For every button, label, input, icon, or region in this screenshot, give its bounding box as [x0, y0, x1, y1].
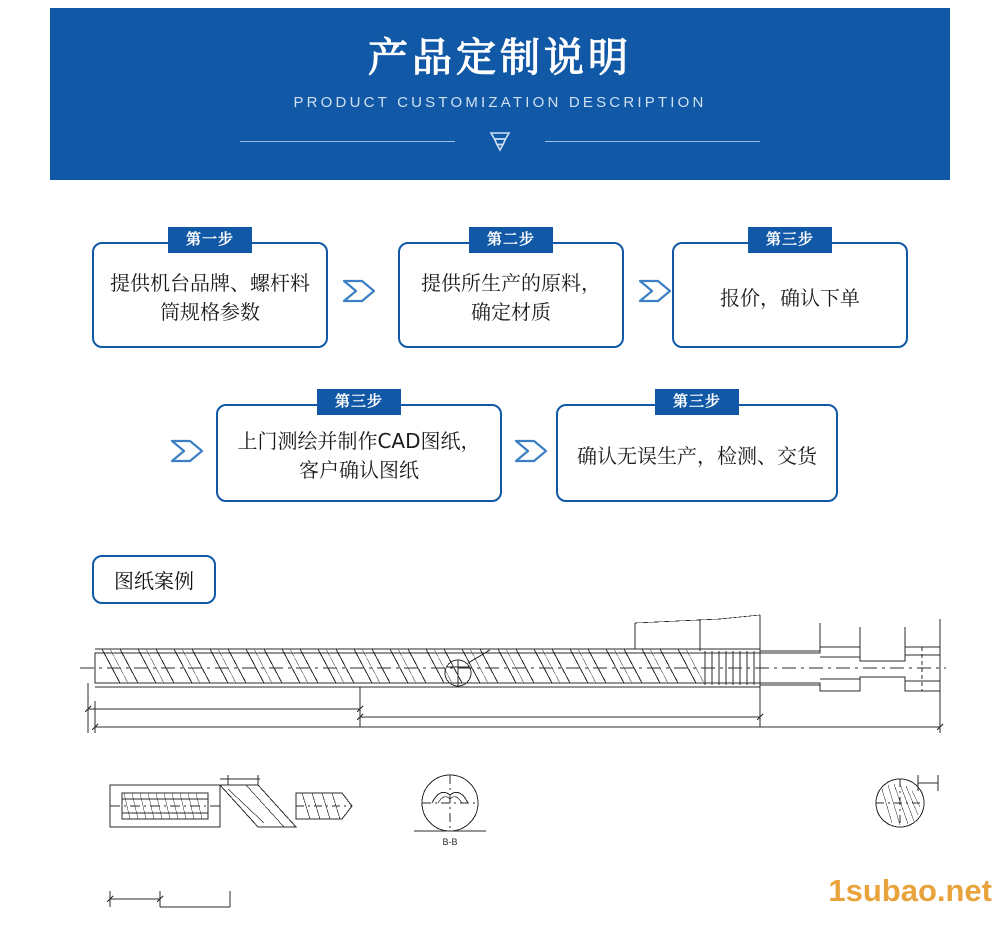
flow-step-4 [216, 392, 502, 502]
flow-step-2-text: 提供所生产的原料，确定材质 [421, 271, 601, 324]
screw-barrel-cad-drawing [60, 605, 950, 915]
page-header-banner [50, 8, 950, 180]
flow-step-1-text: 提供机台品牌、螺杆料筒规格参数 [110, 271, 310, 324]
site-watermark: 1subao.net [828, 873, 992, 908]
flow-step-4-label: 第三步 [317, 389, 401, 415]
chevron-right-arrow-icon [636, 274, 676, 308]
flow-step-5-text: 确认无误生产，检测、交货 [577, 443, 817, 468]
flow-step-1-label: 第一步 [168, 227, 252, 253]
page-title: 产品定制说明 [368, 35, 632, 81]
flow-step-4-text: 上门测绘并制作CAD图纸，客户确认图纸 [237, 429, 481, 482]
flow-step-5 [556, 392, 838, 502]
chevron-right-arrow-icon [168, 434, 208, 468]
banner-divider [240, 129, 760, 153]
divider-line-left [240, 141, 455, 142]
page-subtitle: PRODUCT CUSTOMIZATION DESCRIPTION [293, 94, 707, 111]
flow-step-3 [672, 230, 908, 348]
svg-text:B-B: B-B [442, 837, 458, 847]
flow-step-1 [92, 230, 328, 348]
flow-step-2-label: 第二步 [469, 227, 553, 253]
chevron-right-arrow-icon [340, 274, 380, 308]
flow-step-3-text: 报价，确认下单 [720, 285, 860, 310]
drawing-section-tag: 图纸案例 [92, 555, 216, 604]
flow-step-2 [398, 230, 624, 348]
flow-step-3-label: 第三步 [748, 227, 832, 253]
process-flow-diagram [0, 196, 1000, 526]
flow-step-5-label: 第三步 [655, 389, 739, 415]
divider-line-right [545, 141, 760, 142]
screw-tip-icon [478, 129, 522, 153]
chevron-right-arrow-icon [512, 434, 552, 468]
